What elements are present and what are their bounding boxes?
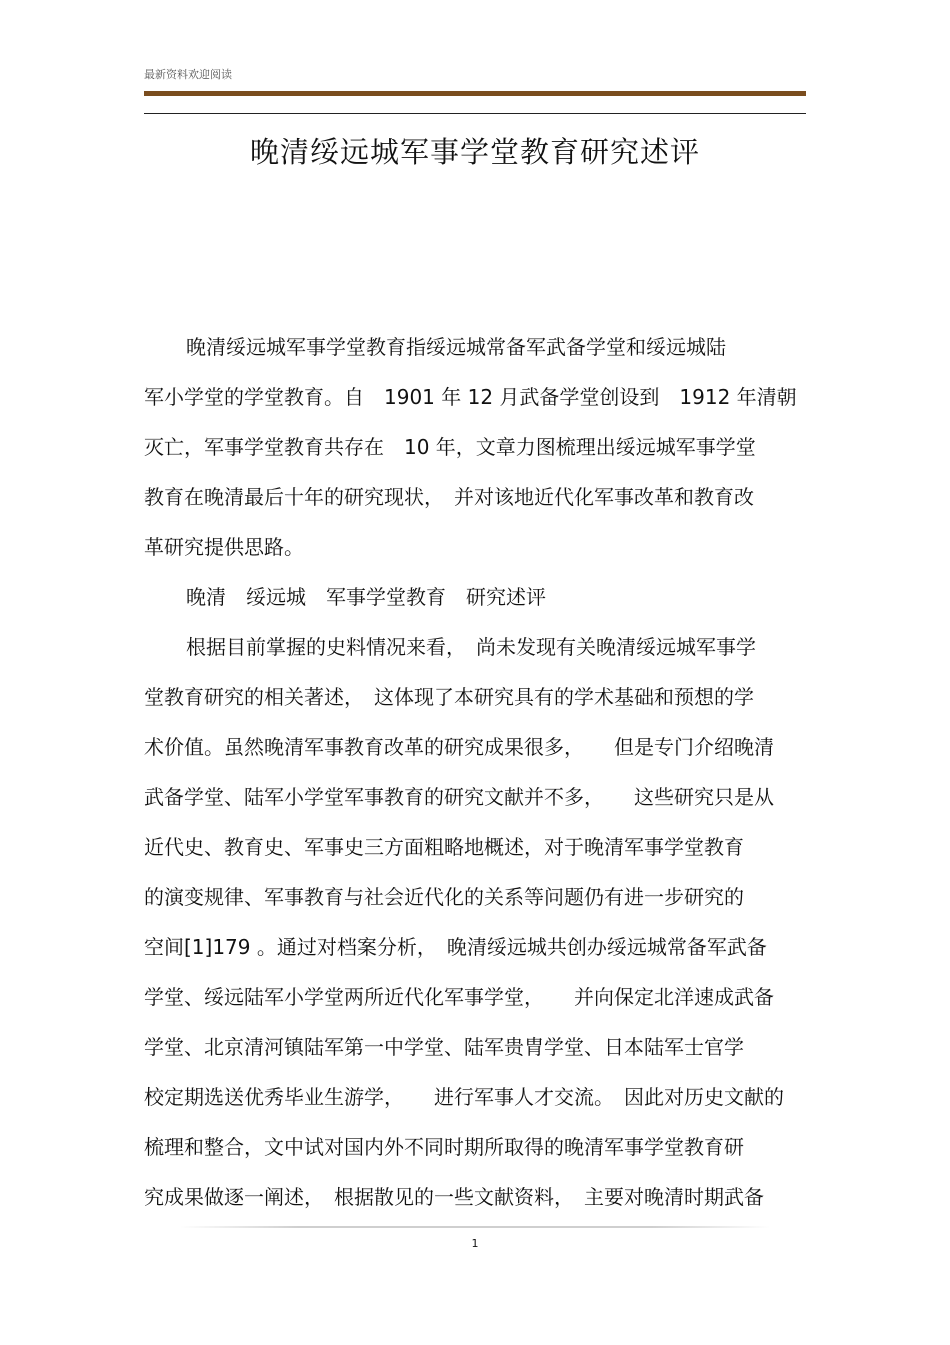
footer-rule bbox=[180, 1226, 770, 1228]
text-line: 学堂、绥远陆军小学堂两所近代化军事学堂， 并向保定北洋速成武备 bbox=[144, 985, 774, 1009]
text-line: 的演变规律、军事教育与社会近代化的关系等问题仍有进一步研究的 bbox=[144, 885, 744, 909]
text-line: 军小学堂的学堂教育。自 1901 年 12 月武备学堂创设到 1912 年清朝 bbox=[144, 385, 797, 409]
text-line: 武备学堂、陆军小学堂军事教育的研究文献并不多， 这些研究只是从 bbox=[144, 785, 774, 809]
text-line: 术价值。虽然晚清军事教育改革的研究成果很多， 但是专门介绍晚清 bbox=[144, 735, 774, 759]
text-line: 根据目前掌握的史料情况来看， 尚未发现有关晚清绥远城军事学 bbox=[186, 635, 756, 659]
text-line: 堂教育研究的相关著述， 这体现了本研究具有的学术基础和预想的学 bbox=[144, 685, 754, 709]
text-line: 校定期选送优秀毕业生游学， 进行军事人才交流。 因此对历史文献的 bbox=[144, 1085, 784, 1109]
text-line: 近代史、教育史、军事史三方面粗略地概述，对于晚清军事学堂教育 bbox=[144, 835, 744, 859]
text-line: 空间[1]179 。通过对档案分析， 晚清绥远城共创办绥远城常备军武备 bbox=[144, 935, 767, 959]
text-line: 革研究提供思路。 bbox=[144, 535, 304, 559]
page-header-text: 最新资料欢迎阅读 bbox=[144, 68, 232, 81]
text-line: 究成果做逐一阐述， 根据散见的一些文献资料， 主要对晚清时期武备 bbox=[144, 1185, 764, 1209]
text-line: 晚清绥远城军事学堂教育指绥远城常备军武备学堂和绥远城陆 bbox=[186, 335, 726, 359]
page-number: 1 bbox=[471, 1237, 479, 1250]
text-line: 教育在晚清最后十年的研究现状， 并对该地近代化军事改革和教育改 bbox=[144, 485, 754, 509]
text-line: 梳理和整合，文中试对国内外不同时期所取得的晚清军事学堂教育研 bbox=[144, 1135, 744, 1159]
text-line: 灭亡，军事学堂教育共存在 10 年，文章力图梳理出绥远城军事学堂 bbox=[144, 435, 756, 459]
header-rule-thick bbox=[144, 91, 806, 96]
text-line: 学堂、北京清河镇陆军第一中学堂、陆军贵胄学堂、日本陆军士官学 bbox=[144, 1035, 744, 1059]
document-body bbox=[144, 322, 806, 1222]
keywords-line: 晚清 绥远城 军事学堂教育 研究述评 bbox=[186, 585, 546, 609]
header-rule-thin bbox=[144, 113, 806, 114]
document-title: 晚清绥远城军事学堂教育研究述评 bbox=[249, 135, 700, 169]
